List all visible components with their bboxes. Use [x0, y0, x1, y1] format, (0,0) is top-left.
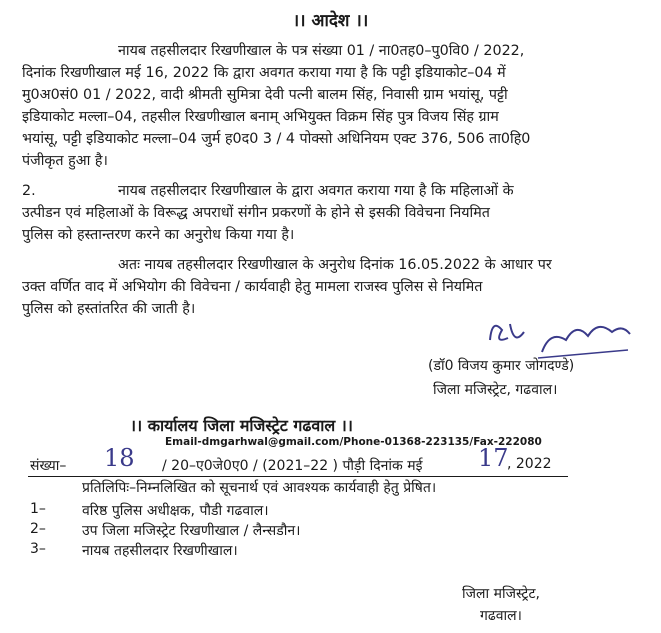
copy-item-number: 3– [30, 541, 46, 557]
para1-line: पंजीकृत हुआ है। [22, 153, 108, 169]
para1-line: मु0अ0सं0 01 / 2022, वादी श्रीमती सुमित्रा देवी पत्नी बालम सिंह, निवासी ग्राम भयांसू, पट्टी [22, 87, 508, 103]
para1-line: इडियाकोट मल्ला–04, तहसील रिखणीखाल बनाम् अभियुक्त विक्रम सिंह पुत्र विजय सिंह ग्राम [22, 109, 499, 125]
copy-item-text: उप जिला मजिस्ट्रेट रिखणीखाल / लैन्सडौन। [82, 523, 301, 539]
order-title: ।। आदेश ।। [292, 11, 369, 31]
para2-line: उत्पीडन एवं महिलाओं के विरूद्ध अपराधों संगीन प्रकरणों के होने से इसकी विवेचना नियमित [22, 205, 490, 221]
paragraph-1 [22, 40, 640, 172]
office-contact: Email-dmgarhwal@gmail.com/Phone-01368-223135/Fax-222080 [165, 436, 542, 448]
copy-item-text: वरिष्ठ पुलिस अधीक्षक, पौडी गढवाल। [82, 503, 269, 519]
copy-item-number: 1– [30, 501, 46, 517]
para2-line: पुलिस को हस्तान्तरण करने का अनुरोध किया गया है। [22, 227, 295, 243]
para1-line: नायब तहसीलदार रिखणीखाल के पत्र संख्या 01 / ना0तह0–पु0वि0 / 2022, [118, 43, 525, 59]
reference-text: / 20–ए0जे0ए0 / (2021–22 ) पौड़ी दिनांक मई [162, 458, 423, 474]
reference-number-handwritten: 18 [104, 444, 135, 472]
para1-line: भयांसू, पट्टी इडियाकोट मल्ला–04 जुर्म ह0द0 3 / 4 पोक्सो अधिनियम एक्ट 376, 506 ता0हि0 [22, 131, 531, 147]
paragraph-2 [22, 180, 640, 246]
copy-item-number: 2– [30, 521, 46, 537]
reference-underline [28, 476, 568, 477]
para2-number: 2. [22, 183, 36, 199]
para3-line: अतः नायब तहसीलदार रिखणीखाल के अनुरोध दिनांक 16.05.2022 के आधार पर [118, 257, 552, 273]
office-heading: ।। कार्यालय जिला मजिस्ट्रेट गढवाल ।। [130, 416, 353, 435]
signatory-name: (डॉ0 विजय कुमार जोगदण्डे) [428, 358, 575, 374]
para3-line: पुलिस को हस्तांतरित की जाती है। [22, 301, 196, 317]
reference-day-handwritten: 17 [478, 444, 509, 472]
reference-year: , 2022 [507, 456, 552, 472]
final-signatory-designation: जिला मजिस्ट्रेट, [462, 586, 540, 602]
copy-intro: प्रतिलिपिः–निम्नलिखित को सूचनार्थ एवं आवश्यक कार्यवाही हेतु प्रेषित। [82, 480, 437, 496]
para2-line: 2. नायब तहसीलदार रिखणीखाल के द्वारा अवगत कराया गया है कि महिलाओं के [22, 180, 640, 202]
para1-line: दिनांक रिखणीखाल मई 16, 2022 कि द्वारा अवगत कराया गया है कि पट्टी इडियाकोट–04 में [22, 65, 506, 81]
reference-label: संख्या– [30, 458, 67, 474]
copy-item-text: नायब तहसीलदार रिखणीखाल। [82, 543, 238, 559]
final-signatory-district: गढवाल। [480, 608, 522, 624]
signatory-designation: जिला मजिस्ट्रेट, गढवाल। [433, 382, 558, 398]
para3-line: उक्त वर्णित वाद में अभियोग की विवेचना / कार्यवाही हेतु मामला राजस्व पुलिस से नियमित [22, 279, 483, 295]
